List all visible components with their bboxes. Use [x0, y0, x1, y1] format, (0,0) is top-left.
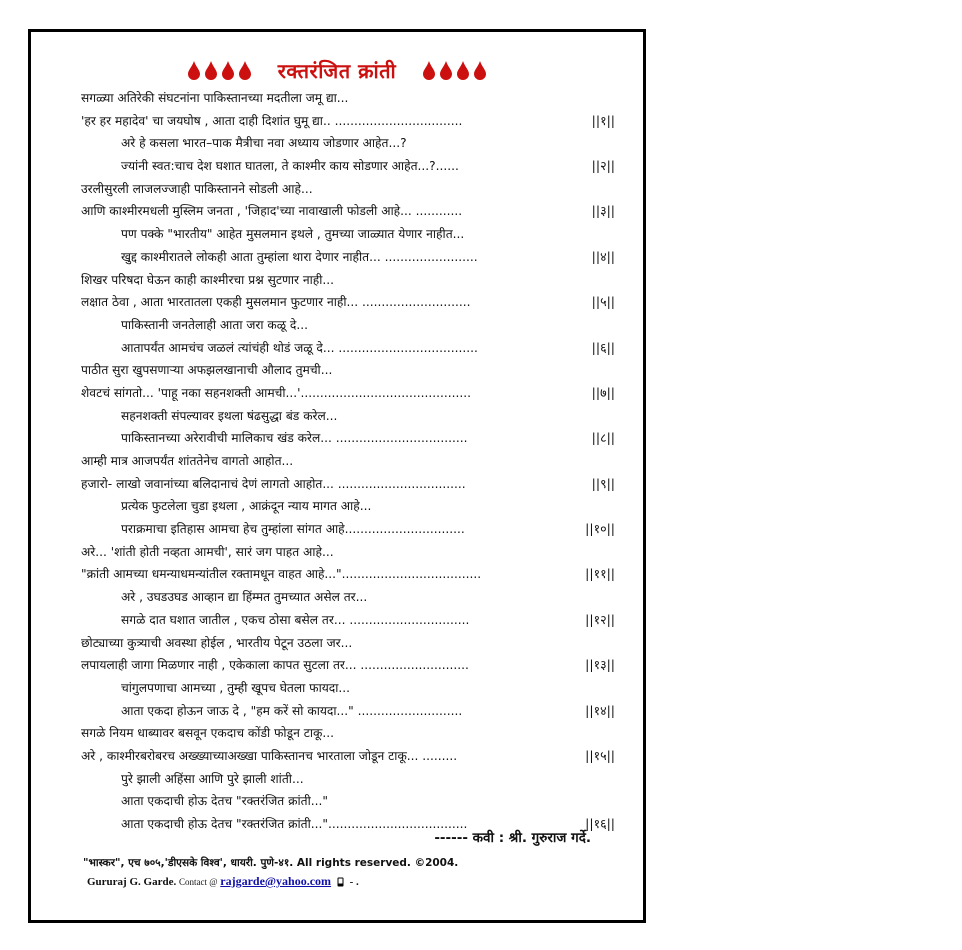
poem-line-text: पाकिस्तानी जनतेलाही आता जरा कळू दे...	[121, 317, 308, 332]
blood-drops-right	[422, 60, 487, 80]
poem-line	[81, 700, 615, 723]
poem-line	[81, 427, 615, 450]
stanza-number: ||१५||	[585, 747, 615, 763]
poem-line-text: पाठीत सुरा खुपसणाऱ्या अफझलखानाची औलाद तुमची...	[81, 363, 333, 378]
poem-line	[81, 223, 601, 246]
poem-frame	[28, 29, 646, 923]
poem-line-text: सहनशक्ती संपल्यावर इथला षंढसुद्धा बंड करेल...	[121, 408, 338, 423]
poem-line	[81, 768, 601, 791]
stanza-number: ||५||	[591, 294, 615, 310]
poem-line-text: सगळे नियम धाब्यावर बसवून एकदाच कोंडी फोडून टाकू...	[81, 726, 334, 741]
poem-line-text: सगळ्या अतिरेकी संघटनांना पाकिस्तानच्या मदतीला जमू द्या...	[81, 91, 349, 105]
blood-drop-icon	[238, 60, 252, 80]
poem-line-text: उरलीसुरली लाजलज्जाही पाकिस्तानने सोडली आहे...	[81, 181, 313, 196]
poem-line	[81, 632, 601, 655]
poem-line-text: अरे , काश्मीरबरोबरच अख्ख्याच्याअख्खा पाकिस्तानच भारताला जोडून टाकू... .........	[81, 748, 458, 763]
poem-line-text: आता एकदा होऊन जाऊ दे , "हम करें सो कायदा..." ...........................	[121, 703, 463, 718]
poem-line	[81, 246, 615, 269]
stanza-number: ||१४||	[585, 702, 615, 718]
stanza-number: ||१२||	[585, 611, 615, 627]
stanza-number: ||१३||	[585, 657, 615, 673]
poem-line	[81, 518, 615, 541]
footer-name: Gururaj G. Garde.	[87, 876, 177, 888]
poem-line-text: खुद्द काश्मीरातले लोकही आता तुम्हांला थारा देणार नाहीत... ........................	[121, 249, 478, 264]
poem-line	[81, 495, 601, 518]
poem-line-text: शेवटचं सांगतो... 'पाहू नका सहनशक्ती आमची...'............................................	[81, 385, 471, 400]
poem-line-text: "क्रांती आमच्या धमन्याधमन्यांतील रक्तामधून वाहत आहे..."....................................	[81, 567, 482, 582]
contact-label: Contact @	[178, 877, 218, 887]
footer-contact	[87, 874, 359, 889]
poem-line-text: ज्यांनी स्वत:चाच देश घशात घातला, ते काश्मीर काय सोडणार आहेत...?......	[121, 159, 459, 174]
stanza-number: ||४||	[591, 248, 615, 264]
stanza-number: ||१||	[591, 112, 615, 128]
poem-line-text: लपायलाही जागा मिळणार नाही , एकेकाला कापत सुटला तर... ............................	[81, 658, 469, 673]
title-row	[31, 56, 643, 84]
poem-line	[81, 178, 601, 201]
poem-line-text: आणि काश्मीरमधली मुस्लिम जनता , 'जिहाद'च्या नावाखाली फोडली आहे... ............	[81, 204, 463, 219]
poem-line-text: पाकिस्तानच्या अरेरावीची मालिकाच खंड करेल... ..................................	[121, 431, 468, 446]
phone-icon	[337, 877, 344, 887]
blood-drop-icon	[204, 60, 218, 80]
poem-line	[81, 745, 615, 768]
email-link[interactable]: rajgarde@yahoo.com	[220, 874, 332, 888]
stanza-number: ||२||	[591, 158, 615, 174]
poem-line	[81, 790, 601, 813]
poem-line	[81, 200, 615, 223]
poem-line	[81, 677, 601, 700]
blood-drop-icon	[439, 60, 453, 80]
stanza-number: ||७||	[591, 384, 615, 400]
poem-body	[81, 87, 615, 836]
poem-line	[81, 337, 615, 360]
poem-line	[81, 473, 615, 496]
footer-address: "भास्कर", एच ७०५,'डीएसके विश्व', धायरी. पुणे-४१. All rights reserved. ©2004.	[83, 857, 459, 869]
stanza-number: ||१०||	[585, 521, 615, 537]
blood-drops-left	[187, 60, 252, 80]
stanza-number: ||१६||	[585, 816, 615, 831]
poem-line	[81, 541, 601, 564]
poem-line-text: चांगुलपणाचा आमच्या , तुम्ही खूपच घेतला फायदा...	[121, 680, 351, 695]
blood-drop-icon	[221, 60, 235, 80]
author-credit: ------ कवी : श्री. गुरुराज गर्दे.	[434, 830, 591, 846]
stanza-number: ||८||	[591, 430, 615, 446]
poem-line-text: पराक्रमाचा इतिहास आमचा हेच तुम्हांला सांगत आहे...............................	[121, 522, 465, 537]
stanza-number: ||६||	[591, 339, 615, 355]
blood-drop-icon	[473, 60, 487, 80]
blood-drop-icon	[422, 60, 436, 80]
poem-line	[81, 359, 601, 382]
stanza-number: ||९||	[591, 475, 615, 491]
poem-line-text: आम्ही मात्र आजपर्यंत शांततेनेच वागतो आहोत...	[81, 454, 294, 468]
poem-line-text: लक्षात ठेवा , आता भारतातला एकही मुसलमान फुटणार नाही... ............................	[81, 295, 471, 310]
stanza-number: ||३||	[591, 203, 615, 219]
poem-line	[81, 609, 615, 632]
poem-line-text: आता एकदाची होऊ देतच "रक्तरंजित क्रांती..."	[121, 794, 328, 809]
poem-line-text: हजारो- लाखो जवानांच्या बलिदानाचं देणं लागतो आहोत... .................................	[81, 476, 466, 491]
poem-line	[81, 405, 601, 428]
stanza-number: ||११||	[585, 566, 615, 582]
poem-line	[81, 450, 601, 473]
poem-line	[81, 155, 615, 178]
poem-line	[81, 722, 601, 745]
poem-title: रक्तरंजित क्रांती	[277, 58, 397, 83]
poem-line-text: शिखर परिषदा घेऊन काही काश्मीरचा प्रश्न सुटणार नाही...	[81, 272, 335, 287]
poem-line	[81, 110, 615, 133]
poem-line-text: आता एकदाची होऊ देतच "रक्तरंजित क्रांती..."....................................	[121, 817, 468, 831]
poem-line	[81, 132, 601, 155]
poem-line-text: पण पक्के "भारतीय" आहेत मुसलमान इथले , तुमच्या जाळ्यात येणार नाहीत...	[121, 227, 465, 242]
poem-line-text: प्रत्येक फुटलेला चुडा इथला , आक्रंदून न्याय मागत आहे...	[121, 499, 372, 514]
poem-line-text: छोट्याच्या कुत्र्याची अवस्था होईल , भारतीय पेटून उठला जर...	[81, 635, 353, 650]
poem-line	[81, 586, 601, 609]
blood-drop-icon	[456, 60, 470, 80]
poem-line-text: 'हर हर महादेव' चा जयघोष , आता दाही दिशांत घुमू द्या.. .................................	[81, 113, 463, 128]
poem-line	[81, 269, 601, 292]
poem-line-text: सगळे दात घशात जातील , एकच ठोसा बसेल तर... ...............................	[121, 612, 470, 627]
poem-line-text: अरे , उघडउघड आव्हान द्या हिंम्मत तुमच्यात असेल तर...	[121, 590, 368, 605]
footer-phone: - .	[349, 876, 359, 888]
poem-line	[81, 654, 615, 677]
poem-line-text: अरे... 'शांती होती नव्हता आमची', सारं जग पाहत आहे...	[81, 544, 334, 559]
poem-line	[81, 291, 615, 314]
poem-line	[81, 314, 601, 337]
poem-line	[81, 87, 601, 110]
blood-drop-icon	[187, 60, 201, 80]
poem-line	[81, 563, 615, 586]
poem-line-text: अरे हे कसला भारत–पाक मैत्रीचा नवा अध्याय जोडणार आहेत...?	[121, 136, 407, 151]
poem-line-text: पुरे झाली अहिंसा आणि पुरे झाली शांती...	[121, 771, 304, 786]
poem-line-text: आतापर्यंत आमचंच जळलं त्यांचंही थोडं जळू दे... ....................................	[121, 340, 478, 355]
poem-line	[81, 382, 615, 405]
